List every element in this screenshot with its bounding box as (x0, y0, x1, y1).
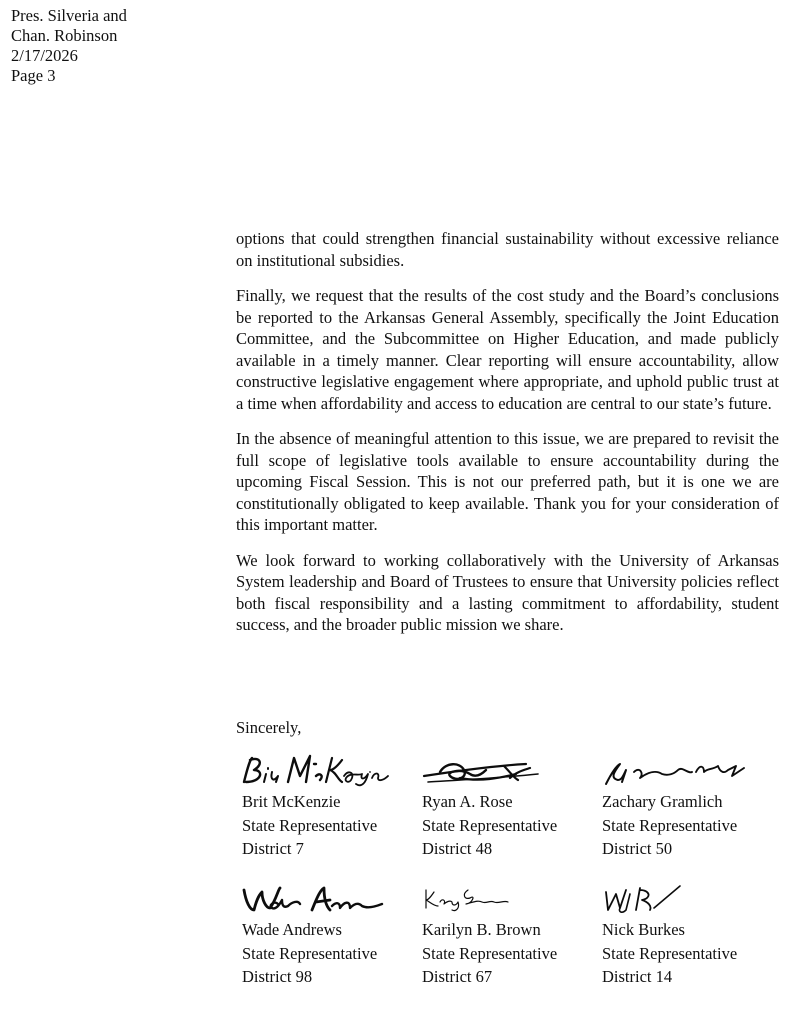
letter-date: 2/17/2026 (11, 46, 78, 65)
signature-block-rose (422, 752, 600, 861)
signatory-title: State Representative (602, 943, 738, 963)
signatory-district: District 14 (602, 967, 673, 986)
signature-rose-image (420, 752, 580, 790)
signature-block-andrews (242, 880, 420, 989)
signatory-name: Karilyn B. Brown (422, 920, 541, 939)
signature-block-burkes (602, 880, 780, 989)
paragraph-reporting-request: Finally, we request that the results of the cost study and the Board’s conclusions be reported to the Arkansas General Assembly, specifically the Joint Education Committee, and the Subcommittee on Higher Education, and made publicly available in a timely manner. Clear reporting will ensure accountability, allow constructive legislative engagement where appropriate, and uphold public trust at a time when affordability and access to education are central to our state’s future. (236, 286, 779, 413)
signatory-title: State Representative (242, 943, 378, 963)
signatory-district: District 67 (422, 967, 493, 986)
paragraph-continuation: options that could strengthen financial sustainability without excessive reliance on institutional subsidies. (236, 229, 779, 270)
signature-block-gramlich (602, 752, 780, 861)
letter-header (11, 6, 127, 86)
signatory-title: State Representative (242, 815, 378, 835)
signatory-district: District 48 (422, 839, 493, 858)
signatory-name: Zachary Gramlich (602, 792, 723, 811)
paragraph-legislative-tools: In the absence of meaningful attention to this issue, we are prepared to revisit the full scope of legislative tools available to ensure accountability during the upcoming Fiscal Session. This is not our preferred path, but it is one we are constitutionally obligated to keep available. Thank you for your consideration of this important matter. (236, 429, 779, 534)
signature-mckenzie-image (240, 752, 400, 790)
signature-gramlich-image (600, 752, 760, 790)
signatory-district: District 50 (602, 839, 673, 858)
signatory-district: District 7 (242, 839, 304, 858)
signatory-name: Ryan A. Rose (422, 792, 513, 811)
recipients-line-1: Pres. Silveria and (11, 6, 127, 25)
signatory-title: State Representative (422, 815, 558, 835)
signatory-name: Brit McKenzie (242, 792, 341, 811)
closing-salutation: Sincerely, (236, 718, 302, 737)
letter-body (236, 228, 779, 650)
recipients-line-2: Chan. Robinson (11, 26, 118, 45)
signature-burkes-image (600, 880, 760, 918)
signature-andrews-image (240, 880, 400, 918)
signatory-name: Wade Andrews (242, 920, 342, 939)
signature-block-mckenzie (242, 752, 420, 861)
paragraph-collaboration: We look forward to working collaboratively with the University of Arkansas System leadership and Board of Trustees to ensure that University policies reflect both fiscal responsibility and a lasting commitment to affordability, student success, and the broader public mission we share. (236, 550, 779, 634)
signatory-name: Nick Burkes (602, 920, 685, 939)
signatory-title: State Representative (602, 815, 738, 835)
signatory-title: State Representative (422, 943, 558, 963)
signatory-district: District 98 (242, 967, 313, 986)
page-number: Page 3 (11, 66, 56, 85)
signature-brown-image (420, 880, 580, 918)
signature-block-brown (422, 880, 600, 989)
